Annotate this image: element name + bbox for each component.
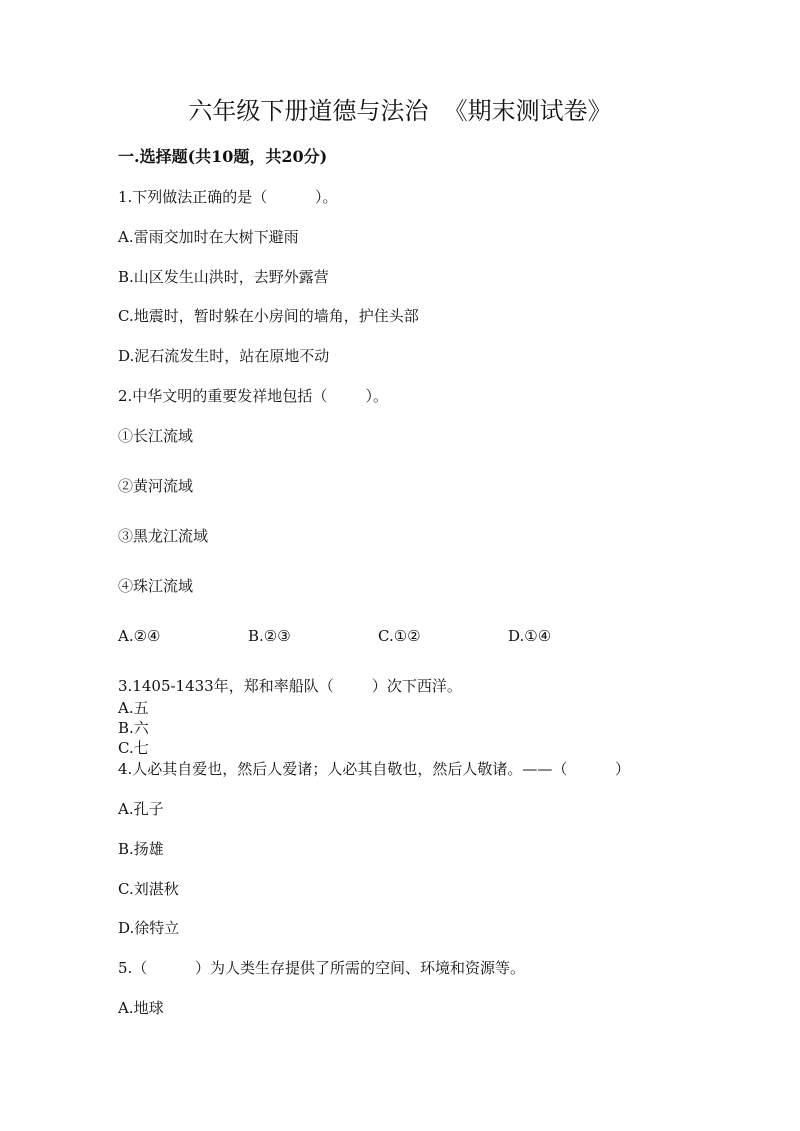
question-1-option-c: C.地震时，暂时躲在小房间的墙角，护住头部 <box>118 307 419 325</box>
question-2-option-a: A.②④ <box>118 627 161 645</box>
question-4-stem: 4.人必其自爱也，然后人爱诸；人必其自敬也，然后人敬诸。——（ ） <box>118 760 630 778</box>
question-2-item-1: ①长江流域 <box>118 427 194 445</box>
question-2-item-4: ④珠江流域 <box>118 577 194 595</box>
question-3-stem: 3.1405-1433年，郑和率船队（ ）次下西洋。 <box>118 677 462 695</box>
question-5-option-a: A.地球 <box>118 999 164 1017</box>
question-4-option-b: B.扬雄 <box>118 840 164 858</box>
section-heading: 一.选择题(共10题，共20分) <box>118 147 328 166</box>
question-1-option-b: B.山区发生山洪时，去野外露营 <box>118 268 329 286</box>
question-5-stem: 5.（ ）为人类生存提供了所需的空间、环境和资源等。 <box>118 959 525 977</box>
question-2-option-c: C.①② <box>378 627 421 645</box>
page-title: 六年级下册道德与法治 《期末测试卷》 <box>188 97 612 125</box>
question-1-option-a: A.雷雨交加时在大树下避雨 <box>118 228 299 246</box>
question-4-option-c: C.刘湛秋 <box>118 880 179 898</box>
question-1-option-d: D.泥石流发生时，站在原地不动 <box>118 347 330 365</box>
question-2-item-3: ③黑龙江流域 <box>118 527 209 545</box>
question-4-option-a: A.孔子 <box>118 800 164 818</box>
question-1-stem: 1.下列做法正确的是（ ）。 <box>118 188 338 206</box>
question-3-option-a: A.五 <box>118 699 149 717</box>
question-3-option-c: C.七 <box>118 739 149 757</box>
question-2-stem: 2.中华文明的重要发祥地包括（ ）。 <box>118 387 388 405</box>
question-3-option-b: B.六 <box>118 719 149 737</box>
question-4-option-d: D.徐特立 <box>118 919 180 937</box>
question-2-item-2: ②黄河流域 <box>118 477 194 495</box>
question-2-option-b: B.②③ <box>248 627 291 645</box>
question-2-option-d: D.①④ <box>508 627 552 645</box>
